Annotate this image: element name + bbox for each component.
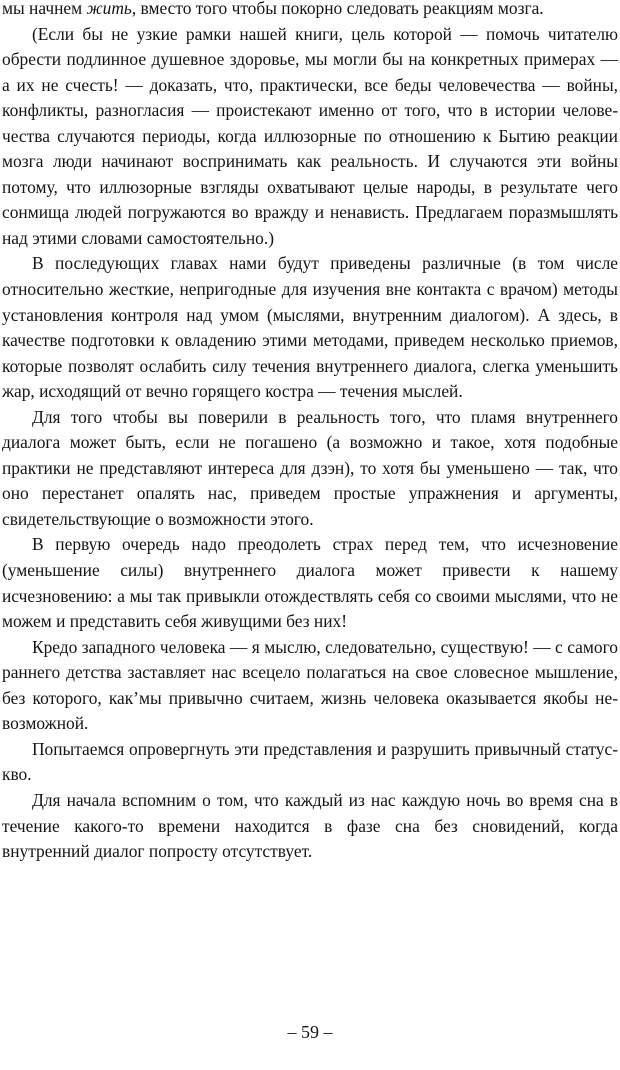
paragraph-8: Для начала вспомним о том, что каждый из нас каждую ночь во время сна в течение какого-то времени находится в фазе сна без сновидений, когда внутренний диалог попросту отсутствует. <box>2 789 618 862</box>
paragraph-6: Кредо западного человека — я мыслю, следовательно, существую! — с самого раннего детства заставляет нас всецело полагаться на свое словесное мышление, без которого, какʼмы привычно считаем, жизнь человека оказывается якобы невозможной. <box>2 636 618 734</box>
main-text <box>2 0 618 865</box>
paragraph-2: (Если бы не узкие рамки нашей книги, цель которой — помочь читателю обрести подлинное душевное здоровье, мы могли бы на конкретных примерах — а их не счесть! — доказать, что, практически, все беды человечества — войны, конфликты, разногласия — проистекают именно от того, что в истории человечества случаются периоды, когда иллюзорные по отношению к Бытию реакции мозга люди начинают воспринимать как реальность. И случаются эти войны потому, что иллюзорные взгляды охватывают целые народы, в результате чего сонмища людей погружаются во вражду и ненависть. Предлагаем поразмышлять над этими словами самостоятельно.) <box>2 23 618 248</box>
paragraph-1-before: мы начнем <box>2 0 87 18</box>
paragraph-1 <box>2 0 618 22</box>
emphasis-zhit: жить <box>86 0 132 18</box>
page-number: – 59 – <box>287 1022 333 1042</box>
paragraph-3: В последующих главах нами будут приведены различные (в том числе относительно жесткие, непригодные для изучения вне контакта с врачом) методы установления контроля над умом (мыслями, внутренним диалогом). А здесь, в качестве подготовки к овладению этими методами, приведем несколько приемов, которые позволят ослабить силу течения внутреннего диалога, слегка уменьшить жар, исходящий от вечно горящего костра — течения мыслей. <box>2 253 618 402</box>
paragraph-4: Для того чтобы вы поверили в реальность того, что пламя внутреннего диалога может быть, если не погашено (а возможно и такое, хотя подобные практики не представляют интереса для дзэн), то хотя бы уменьшено — так, что оно перестанет опалять нас, приведем простые упражнения и аргументы, свидетельствующие о возможности этого. <box>2 406 618 529</box>
paragraph-7: Попытаемся опровергнуть эти представления и разрушить привычный статус-кво. <box>2 738 618 785</box>
paragraph-5: В первую очередь надо преодолеть страх перед тем, что исчезновение (уменьшение силы) внутреннего диалога может привести к нашему исчезновению: а мы так привыкли отождествлять себя со своими мыслями, что не можем и представить себя живущими без них! <box>2 534 618 632</box>
paragraph-1-after: , вместо того чтобы покорно следовать реакциям мозга. <box>131 0 544 18</box>
